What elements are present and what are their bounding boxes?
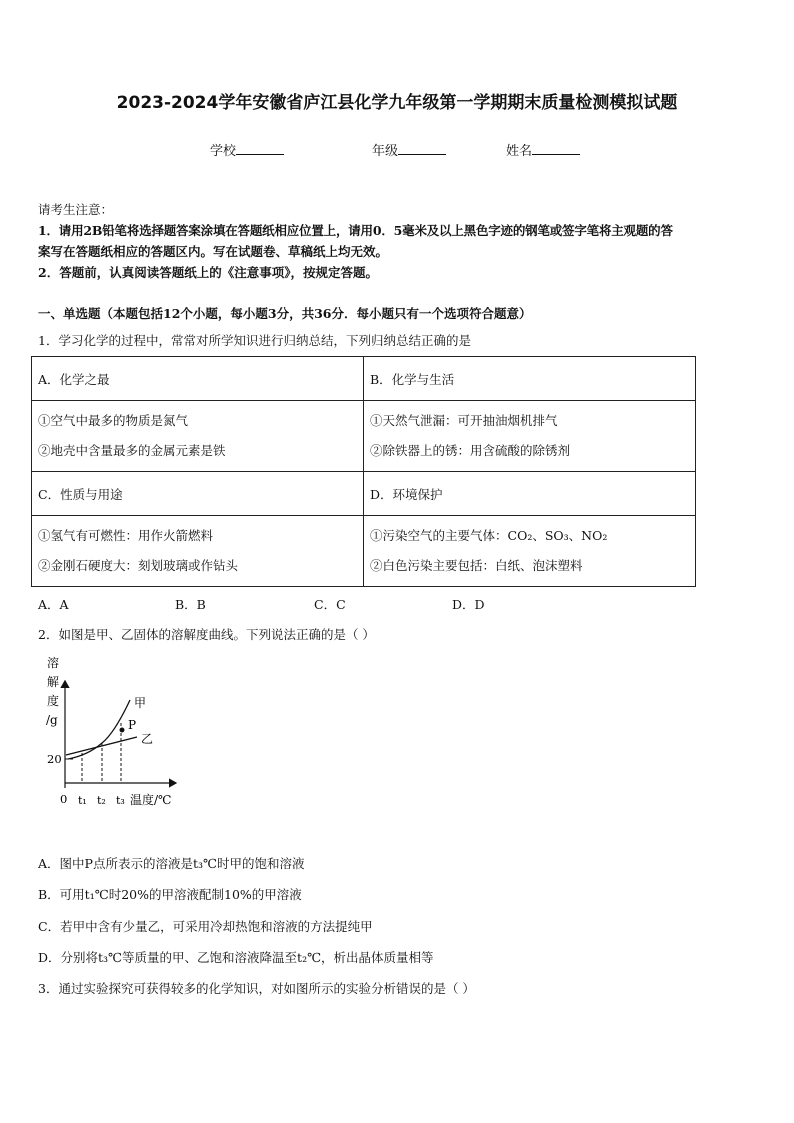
q3-stem: 3．通过实验探究可获得较多的化学知识，对如图所示的实验分析错误的是（ ）: [38, 981, 475, 996]
q1-option-c: C．C: [314, 597, 346, 612]
y-label-unit: /g: [46, 713, 58, 727]
x-axis-label: 温度/℃: [130, 793, 172, 807]
q1-cell-b-head: B．化学与生活: [364, 357, 696, 401]
curve-yi: [66, 737, 137, 755]
q2-option-c: C．若甲中含有少量乙，可采用冷却热饱和溶液的方法提纯甲: [38, 919, 373, 934]
q1-cell-a-body: ①空气中最多的物质是氮气 ②地壳中含量最多的金属元素是铁: [32, 401, 364, 472]
name-blank: [532, 142, 580, 155]
notice-line-1: 1．请用2B铅笔将选择题答案涂填在答题纸相应位置上，请用0．5毫米及以上黑色字迹的钢笔或签字笔将主观题的答: [38, 223, 673, 238]
grade-field: 年级: [372, 140, 446, 159]
q1-option-a: A．A: [38, 597, 69, 612]
series-jia-label: 甲: [134, 696, 147, 710]
q1-table: [31, 356, 696, 587]
q1-cell-b-body: ①天然气泄漏：可开抽油烟机排气 ②除铁器上的锈：用含硫酸的除锈剂: [364, 401, 696, 472]
q2-option-b: B．可用t₁℃时20%的甲溶液配制10%的甲溶液: [38, 887, 302, 902]
solubility-chart: [38, 655, 188, 815]
name-field: 姓名: [506, 140, 580, 159]
notice-heading: 请考生注意：: [38, 202, 114, 217]
point-p-label: P: [128, 718, 137, 732]
x-tick-t3: t₃: [116, 794, 125, 807]
notice-line-2: 2．答题前，认真阅读答题纸上的《注意事项》，按规定答题。: [38, 265, 378, 280]
q1-cell-a-head: A．化学之最: [32, 357, 364, 401]
notice-line-1b: 案写在答题纸相应的答题区内。写在试题卷、草稿纸上均无效。: [38, 244, 389, 259]
y-label-char-1: 溶: [47, 656, 60, 670]
q2-stem: 2．如图是甲、乙固体的溶解度曲线。下列说法正确的是（ ）: [38, 627, 375, 642]
y-tick-20: 20: [47, 752, 62, 766]
q1-cell-c-body: ①氢气有可燃性：用作火箭燃料 ②金刚石硬度大：刻划玻璃或作钻头: [32, 516, 364, 587]
exam-title: 2023-2024学年安徽省庐江县化学九年级第一学期期末质量检测模拟试题: [116, 93, 678, 113]
q2-option-a: A．图中P点所表示的溶液是t₃℃时甲的饱和溶液: [38, 856, 305, 871]
series-yi-label: 乙: [141, 732, 154, 746]
q2-option-d: D．分别将t₃℃等质量的甲、乙饱和溶液降温至t₂℃，析出晶体质量相等: [38, 950, 434, 965]
y-label-char-3: 度: [47, 694, 60, 708]
q1-stem: 1．学习化学的过程中，常常对所学知识进行归纳总结，下列归纳总结正确的是: [38, 333, 471, 348]
q1-option-d: D．D: [452, 597, 485, 612]
point-p: [120, 728, 125, 733]
y-label-char-2: 解: [47, 675, 60, 689]
school-blank: [236, 142, 284, 155]
x-tick-t1: t₁: [78, 794, 87, 807]
grade-blank: [398, 142, 446, 155]
q1-option-b: B．B: [175, 597, 206, 612]
q1-cell-c-head: C．性质与用途: [32, 472, 364, 516]
school-field: 学校: [210, 140, 284, 159]
q1-cell-d-head: D．环境保护: [364, 472, 696, 516]
x-origin-label: 0: [60, 792, 68, 806]
section-heading: 一、单选题（本题包括12个小题，每小题3分，共36分．每小题只有一个选项符合题意）: [38, 306, 532, 321]
x-tick-t2: t₂: [97, 794, 106, 807]
q1-cell-d-body: ①污染空气的主要气体：CO₂、SO₃、NO₂ ②白色污染主要包括：白纸、泡沫塑料: [364, 516, 696, 587]
